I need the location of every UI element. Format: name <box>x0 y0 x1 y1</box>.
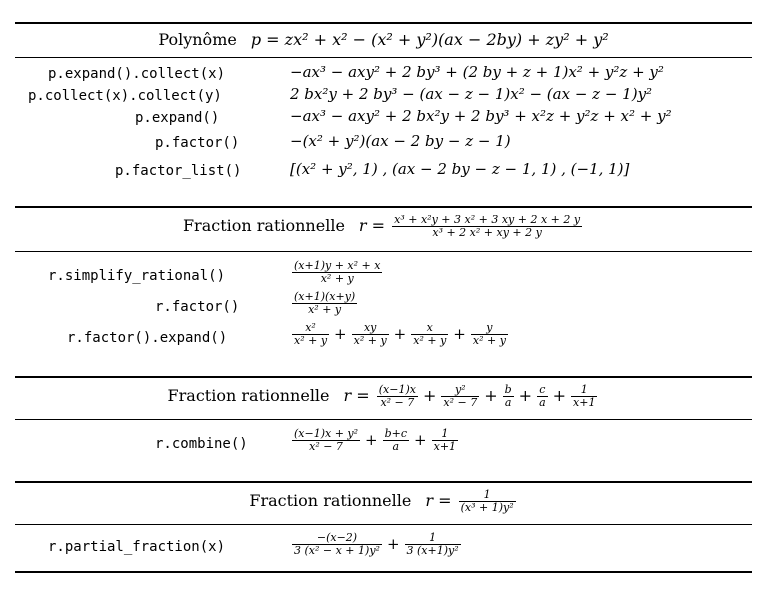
denominator: x² − 7 <box>380 396 415 409</box>
denominator: x² + y <box>320 272 354 285</box>
result: 2 bx²y + 2 by³ − (ax − z − 1)x² − (ax − z − 1)y² <box>290 85 653 103</box>
numerator: x <box>411 322 448 335</box>
section-label: Fraction rationnelle <box>249 491 412 510</box>
plus-sign: + <box>484 386 498 405</box>
fraction <box>571 384 597 409</box>
rule <box>15 524 752 525</box>
denominator: a <box>504 396 512 409</box>
fraction <box>537 384 548 409</box>
command: p.expand() <box>135 110 220 126</box>
plus-sign: + <box>393 324 407 343</box>
command: p.factor() <box>155 135 240 151</box>
result: −(x² + y²)(ax − 2 by − z − 1) <box>290 132 511 150</box>
denominator: x² + y <box>472 334 506 347</box>
plus-sign: + <box>414 430 427 449</box>
section-label: Fraction rationnelle <box>167 386 330 405</box>
numerator: 1 <box>571 384 597 397</box>
command: r.factor() <box>155 299 240 315</box>
rule <box>15 206 752 208</box>
result <box>290 291 359 316</box>
numerator: (x−1)x <box>378 383 416 396</box>
command: r.partial_fraction(x) <box>48 539 226 555</box>
fraction <box>383 428 409 453</box>
denominator: x² − 7 <box>443 396 478 409</box>
rule <box>15 571 752 573</box>
command: p.factor_list() <box>115 163 242 179</box>
numerator: (x+1)y + x² + x <box>294 259 381 272</box>
denominator: x² + y <box>353 334 387 347</box>
denominator: x+1 <box>433 440 457 453</box>
numerator: b <box>504 383 512 396</box>
rule <box>15 251 752 252</box>
fraction-var: r = <box>425 491 452 510</box>
fraction <box>503 384 514 409</box>
numerator: (x+1)(x+y) <box>294 290 356 303</box>
plus-sign: + <box>518 386 533 405</box>
denominator: a <box>539 396 546 409</box>
numerator: y² <box>441 384 479 397</box>
numerator: c <box>537 384 548 397</box>
command: r.factor().expand() <box>67 330 228 346</box>
denominator: x³ + 2 x² + xy + 2 y <box>432 226 542 239</box>
rule <box>15 419 752 420</box>
command: r.combine() <box>155 436 248 452</box>
fraction <box>432 428 458 453</box>
numerator: 1 <box>432 428 458 441</box>
numerator: b+c <box>384 427 408 440</box>
denominator: a <box>392 440 400 453</box>
numerator: (x−1)x + y² <box>294 427 359 440</box>
result: −ax³ − axy² + 2 bx²y + 2 by³ + x²z + y²z + x² + y² <box>290 107 672 125</box>
rule <box>15 481 752 483</box>
command: p.expand().collect(x) <box>48 66 226 82</box>
plus-sign: + <box>422 386 437 405</box>
fraction <box>405 532 461 557</box>
rule <box>15 376 752 378</box>
fraction <box>292 428 360 453</box>
plus-sign: + <box>386 534 400 553</box>
fraction <box>292 532 382 557</box>
numerator: y <box>471 322 508 335</box>
fraction <box>292 291 357 316</box>
fraction <box>441 384 479 409</box>
result: −ax³ − axy² + 2 by³ + (2 by + z + 1)x² + y²z + y² <box>290 63 664 81</box>
section-header <box>15 489 752 514</box>
denominator: 3 (x² − x + 1)y² <box>294 544 380 557</box>
rule <box>15 57 752 58</box>
command: r.simplify_rational() <box>48 268 226 284</box>
fraction <box>459 489 516 514</box>
section-header <box>15 30 752 49</box>
denominator: 3 (x+1)y² <box>406 544 459 557</box>
result <box>290 532 463 557</box>
plus-sign: + <box>453 324 466 343</box>
denominator: x² + y <box>294 334 328 347</box>
fraction <box>292 260 382 285</box>
result <box>290 428 460 453</box>
polynomial-expr: p = zx² + x² − (x² + y²)(ax − 2by) + zy² + y² <box>250 30 609 49</box>
fraction-var: r = <box>358 216 386 235</box>
fraction <box>392 214 582 239</box>
fraction <box>411 322 448 347</box>
numerator: −(x−2) <box>292 532 382 545</box>
result <box>290 322 510 347</box>
section-header <box>15 214 752 239</box>
result <box>290 260 384 285</box>
command: p.collect(x).collect(y) <box>28 88 222 104</box>
denominator: x+1 <box>573 396 596 409</box>
denominator: x² − 7 <box>309 440 343 453</box>
fraction <box>352 322 389 347</box>
section-label: Polynôme <box>158 30 237 49</box>
plus-sign: + <box>365 430 378 449</box>
plus-sign: + <box>334 324 347 343</box>
rule <box>15 22 752 24</box>
fraction <box>471 322 508 347</box>
numerator: x³ + x²y + 3 x² + 3 xy + 2 x + 2 y <box>394 213 581 226</box>
numerator: xy <box>352 322 389 335</box>
denominator: x² + y <box>413 334 447 347</box>
denominator: x² + y <box>308 303 342 316</box>
section-label: Fraction rationnelle <box>182 216 345 235</box>
section-header <box>15 384 752 409</box>
numerator: 1 <box>405 532 461 545</box>
numerator: x² <box>292 322 329 335</box>
denominator: (x³ + 1)y² <box>460 501 514 514</box>
plus-sign: + <box>552 386 567 405</box>
result: [(x² + y², 1) , (ax − 2 by − z − 1, 1) , (−1, 1)] <box>290 160 630 178</box>
numerator: 1 <box>459 489 516 502</box>
fraction <box>292 322 329 347</box>
fraction <box>377 384 418 409</box>
fraction-var: r = <box>343 386 370 405</box>
